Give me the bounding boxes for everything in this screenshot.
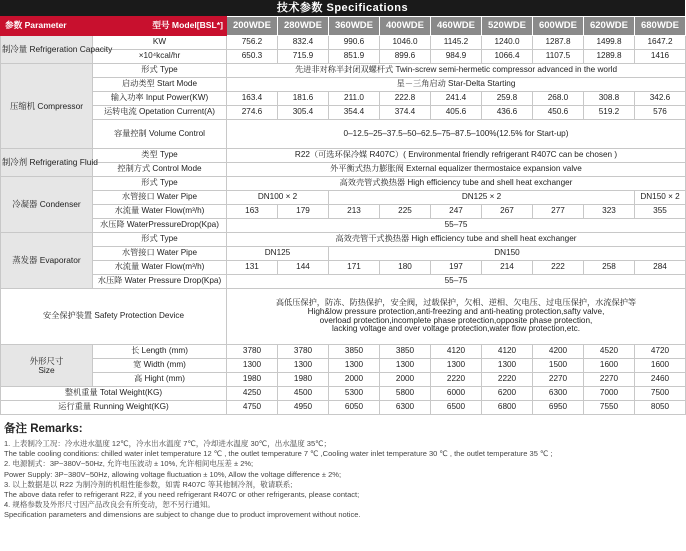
value-cell: 851.9 [329, 50, 380, 64]
value-cell: 4520 [584, 345, 635, 359]
row-label: 控制方式 Control Mode [93, 163, 227, 177]
value-cell: 6050 [329, 401, 380, 415]
value-cell: 6200 [482, 387, 533, 401]
table-row [1, 275, 686, 289]
value-cell: 163.4 [227, 92, 278, 106]
value-cell: 899.6 [380, 50, 431, 64]
model-column-header: 400WDE [380, 17, 431, 36]
row-label: 形式 Type [93, 177, 227, 191]
remarks-lines [4, 439, 681, 521]
value-cell: 2000 [329, 373, 380, 387]
value-cell: 355 [635, 205, 686, 219]
table-row [1, 359, 686, 373]
value-cell: 277 [533, 205, 584, 219]
value-cell: 4120 [482, 345, 533, 359]
remark-line: The above data refer to refrigerant R22, if you need refrigerant R407C or other refrigerants, please contact; [4, 490, 360, 500]
span-value: 高效壳管式换热器 High efficiency tube and shell heat exchanger [227, 177, 686, 191]
value-cell: 3850 [380, 345, 431, 359]
row-label: 形式 Type [93, 64, 227, 78]
value-cell: 1289.8 [584, 50, 635, 64]
table-row [1, 289, 686, 345]
span-value: 55–75 [227, 275, 686, 289]
row-label: 水流量 Water Flow(m³/h) [93, 261, 227, 275]
row-label: 长 Length (mm) [93, 345, 227, 359]
table-row [1, 233, 686, 247]
table-row [1, 163, 686, 177]
value-cell: 756.2 [227, 36, 278, 50]
value-cell: 163 [227, 205, 278, 219]
value-cell: 4250 [227, 387, 278, 401]
value-cell: 2460 [635, 373, 686, 387]
value-cell: 1499.8 [584, 36, 635, 50]
value-cell: 6800 [482, 401, 533, 415]
value-cell: 1240.0 [482, 36, 533, 50]
value-cell: 211.0 [329, 92, 380, 106]
value-cell: 225 [380, 205, 431, 219]
value-cell: 2220 [431, 373, 482, 387]
value-cell: 214 [482, 261, 533, 275]
value-cell: 144 [278, 261, 329, 275]
value-cell: 7550 [584, 401, 635, 415]
value-cell: 2000 [380, 373, 431, 387]
model-column-header: 680WDE [635, 17, 686, 36]
value-cell: 259.8 [482, 92, 533, 106]
weight-label: 运行重量 Running Weight(KG) [1, 401, 227, 415]
category-compressor: 压缩机 Compressor [1, 64, 93, 149]
value-cell: 1066.4 [482, 50, 533, 64]
safety-description [227, 289, 686, 345]
value-cell: 4500 [278, 387, 329, 401]
table-row [1, 106, 686, 120]
model-column-header: 200WDE [227, 17, 278, 36]
table-row [1, 64, 686, 78]
pipe-size-cell: DN150 [329, 247, 686, 261]
value-cell: 213 [329, 205, 380, 219]
value-cell: 374.4 [380, 106, 431, 120]
value-cell: 1980 [278, 373, 329, 387]
table-row [1, 261, 686, 275]
remark-line: 3. 以上数据是以 R22 为制冷剂的机组性能参数，如需 R407C 等其他制冷剂，敬请联系; [4, 479, 293, 489]
value-cell: 2220 [482, 373, 533, 387]
unit-label: ×10⁴kcal/hr [93, 50, 227, 64]
value-cell: 1500 [533, 359, 584, 373]
category-evaporator: 蒸发器 Evaporator [1, 233, 93, 289]
value-cell: 650.3 [227, 50, 278, 64]
value-cell: 323 [584, 205, 635, 219]
dimensions-label: Size [38, 364, 55, 375]
table-row [1, 345, 686, 359]
value-cell: 6300 [380, 401, 431, 415]
value-cell: 3780 [278, 345, 329, 359]
table-row [1, 387, 686, 401]
value-cell: 305.4 [278, 106, 329, 120]
value-cell: 715.9 [278, 50, 329, 64]
value-cell: 222 [533, 261, 584, 275]
span-value: 外平衡式热力膨胀阀 External equalizer thermostaice expansion valve [227, 163, 686, 177]
value-cell: 7500 [635, 387, 686, 401]
remarks-section [0, 415, 685, 521]
remark-line: The table cooling conditions: chilled water inlet temperature 12 ℃ , the outlet temperature 7 ℃ ,Cooling water inlet temperature 30 ℃ , the outlet temperature 35 ℃ ; [4, 449, 553, 459]
value-cell: 519.2 [584, 106, 635, 120]
value-cell: 984.9 [431, 50, 482, 64]
value-cell: 450.6 [533, 106, 584, 120]
value-cell: 1416 [635, 50, 686, 64]
value-cell: 1647.2 [635, 36, 686, 50]
value-cell: 308.8 [584, 92, 635, 106]
weight-label: 整机重量 Total Weight(KG) [1, 387, 227, 401]
value-cell: 222.8 [380, 92, 431, 106]
table-row [1, 36, 686, 50]
value-cell: 342.6 [635, 92, 686, 106]
model-column-header: 360WDE [329, 17, 380, 36]
value-cell: 3780 [227, 345, 278, 359]
value-cell: 6300 [533, 387, 584, 401]
value-cell: 1300 [431, 359, 482, 373]
row-label: 启动类型 Start Mode [93, 78, 227, 92]
safety-label: 安全保护装置 Safety Protection Device [1, 289, 227, 345]
value-cell: 258 [584, 261, 635, 275]
value-cell: 1600 [635, 359, 686, 373]
value-cell: 6500 [431, 401, 482, 415]
dimensions-label: 外形尺寸 [29, 355, 64, 366]
row-label: 水管接口 Water Pipe [93, 247, 227, 261]
value-cell: 268.0 [533, 92, 584, 106]
value-cell: 990.6 [329, 36, 380, 50]
row-label: 运转电流 Opetation Current(A) [93, 106, 227, 120]
value-cell: 241.4 [431, 92, 482, 106]
value-cell: 436.6 [482, 106, 533, 120]
model-column-header: 620WDE [584, 17, 635, 36]
value-cell: 832.4 [278, 36, 329, 50]
row-label: 水压降 Water Pressure Drop(Kpa) [93, 275, 227, 289]
table-row [1, 247, 686, 261]
spec-table-body [1, 17, 686, 415]
remark-line: 4. 规格参数及外形尺寸因产品改良会有所变动，恕不另行通知。 [4, 500, 215, 510]
table-row [1, 92, 686, 106]
span-value: 55–75 [227, 219, 686, 233]
row-label: 水管接口 Water Pipe [93, 191, 227, 205]
value-cell: 2270 [584, 373, 635, 387]
table-row [1, 373, 686, 387]
row-label: 容量控制 Volume Control [93, 120, 227, 149]
table-row [1, 177, 686, 191]
value-cell: 1300 [227, 359, 278, 373]
unit-label: KW [93, 36, 227, 50]
table-row [1, 191, 686, 205]
category-refrigerant: 制冷剂 Refrigerating Fluid [1, 149, 93, 177]
model-column-header: 600WDE [533, 17, 584, 36]
value-cell: 1300 [482, 359, 533, 373]
table-row [1, 205, 686, 219]
value-cell: 405.6 [431, 106, 482, 120]
span-value: 0–12.5–25–37.5–50–62.5–75–87.5–100%(12.5% for Start-up) [227, 120, 686, 149]
row-label: 水压降 WaterPressureDrop(Kpa) [93, 219, 227, 233]
row-label: 形式 Type [93, 233, 227, 247]
value-cell: 284 [635, 261, 686, 275]
category-dimensions [1, 345, 93, 387]
row-label: 高 Hight (mm) [93, 373, 227, 387]
remark-line: Specification parameters and dimensions are subject to change due to product improvement without notice. [4, 510, 361, 520]
value-cell: 3850 [329, 345, 380, 359]
remarks-title: 备注 Remarks: [4, 423, 83, 435]
value-cell: 1600 [584, 359, 635, 373]
value-cell: 4720 [635, 345, 686, 359]
table-row [1, 17, 686, 36]
remark-line: 2. 电源制式：3P~380V~50Hz, 允许电压波动 ± 10%, 允许相间电压差 ± 2%; [4, 459, 254, 469]
table-row [1, 401, 686, 415]
value-cell: 2270 [533, 373, 584, 387]
value-cell: 1300 [278, 359, 329, 373]
safety-line: High&low pressure protection,anti-freezing and anti-heating protection,safty valve, [307, 306, 605, 316]
model-column-header: 520WDE [482, 17, 533, 36]
category-refrigeration-capacity: 制冷量 Refrigeration Capacity [1, 36, 93, 64]
param-header: 参数 Parameter [1, 17, 93, 36]
remark-line: 1. 上表制冷工况：冷水进水温度 12℃，冷水出水温度 7℃，冷却进水温度 30℃，出水温度 35℃； [4, 439, 332, 448]
value-cell: 1300 [329, 359, 380, 373]
row-label: 输入功率 Input Power(KW) [93, 92, 227, 106]
value-cell: 180 [380, 261, 431, 275]
table-row [1, 219, 686, 233]
table-row [1, 78, 686, 92]
pipe-size-cell: DN100 × 2 [227, 191, 329, 205]
pipe-size-cell: DN125 [227, 247, 329, 261]
value-cell: 131 [227, 261, 278, 275]
model-header: 型号 Model[BSL*] [93, 17, 227, 36]
value-cell: 1046.0 [380, 36, 431, 50]
safety-line: overload protection,incomplete phase protection,opposite phase protection, [319, 315, 593, 325]
value-cell: 4200 [533, 345, 584, 359]
value-cell: 247 [431, 205, 482, 219]
safety-line: lacking voltage and over voltage protection,water flow protection,etc. [331, 324, 581, 334]
value-cell: 267 [482, 205, 533, 219]
table-row [1, 120, 686, 141]
model-column-header: 460WDE [431, 17, 482, 36]
value-cell: 6000 [431, 387, 482, 401]
span-value: 先进非对称半封闭双螺杆式 Twin-screw semi-hermetic compressor advanced in the world [227, 64, 686, 78]
value-cell: 1300 [380, 359, 431, 373]
spec-table [0, 16, 686, 415]
value-cell: 274.6 [227, 106, 278, 120]
row-label: 水流量 Water Flow(m³/h) [93, 205, 227, 219]
value-cell: 8050 [635, 401, 686, 415]
span-value: 高效壳管干式换热器 High efficiency tube and shell heat exchanger [227, 233, 686, 247]
value-cell: 5800 [380, 387, 431, 401]
value-cell: 1980 [227, 373, 278, 387]
value-cell: 197 [431, 261, 482, 275]
value-cell: 6950 [533, 401, 584, 415]
value-cell: 1287.8 [533, 36, 584, 50]
model-column-header: 280WDE [278, 17, 329, 36]
value-cell: 4120 [431, 345, 482, 359]
pipe-size-cell: DN125 × 2 [329, 191, 635, 205]
value-cell: 181.6 [278, 92, 329, 106]
value-cell: 354.4 [329, 106, 380, 120]
category-condenser: 冷凝器 Condenser [1, 177, 93, 233]
pipe-size-cell: DN150 × 2 [635, 191, 686, 205]
value-cell: 5300 [329, 387, 380, 401]
safety-line: 高低压保护，防冻、防热保护，安全阀，过载保护，欠相、逆相、欠电压、过电压保护，水流保护等 [275, 298, 637, 308]
value-cell: 4750 [227, 401, 278, 415]
span-value: R22（可选环保冷媒 R407C）( Environmental friendly refrigerant R407C can be chosen ) [227, 149, 686, 163]
value-cell: 7000 [584, 387, 635, 401]
value-cell: 1145.2 [431, 36, 482, 50]
value-cell: 171 [329, 261, 380, 275]
row-label: 宽 Width (mm) [93, 359, 227, 373]
span-value: 星－三角启动 Star-Delta Starting [227, 78, 686, 92]
spec-title: 技术参数 Specifications [0, 0, 685, 16]
value-cell: 179 [278, 205, 329, 219]
row-label: 类型 Type [93, 149, 227, 163]
value-cell: 4950 [278, 401, 329, 415]
table-row [1, 149, 686, 163]
value-cell: 1107.5 [533, 50, 584, 64]
remark-line: Power Supply: 3P~380V~50Hz, allowing voltage fluctuation ± 10%, Allow the voltage difference ± 2%; [4, 469, 342, 479]
value-cell: 576 [635, 106, 686, 120]
